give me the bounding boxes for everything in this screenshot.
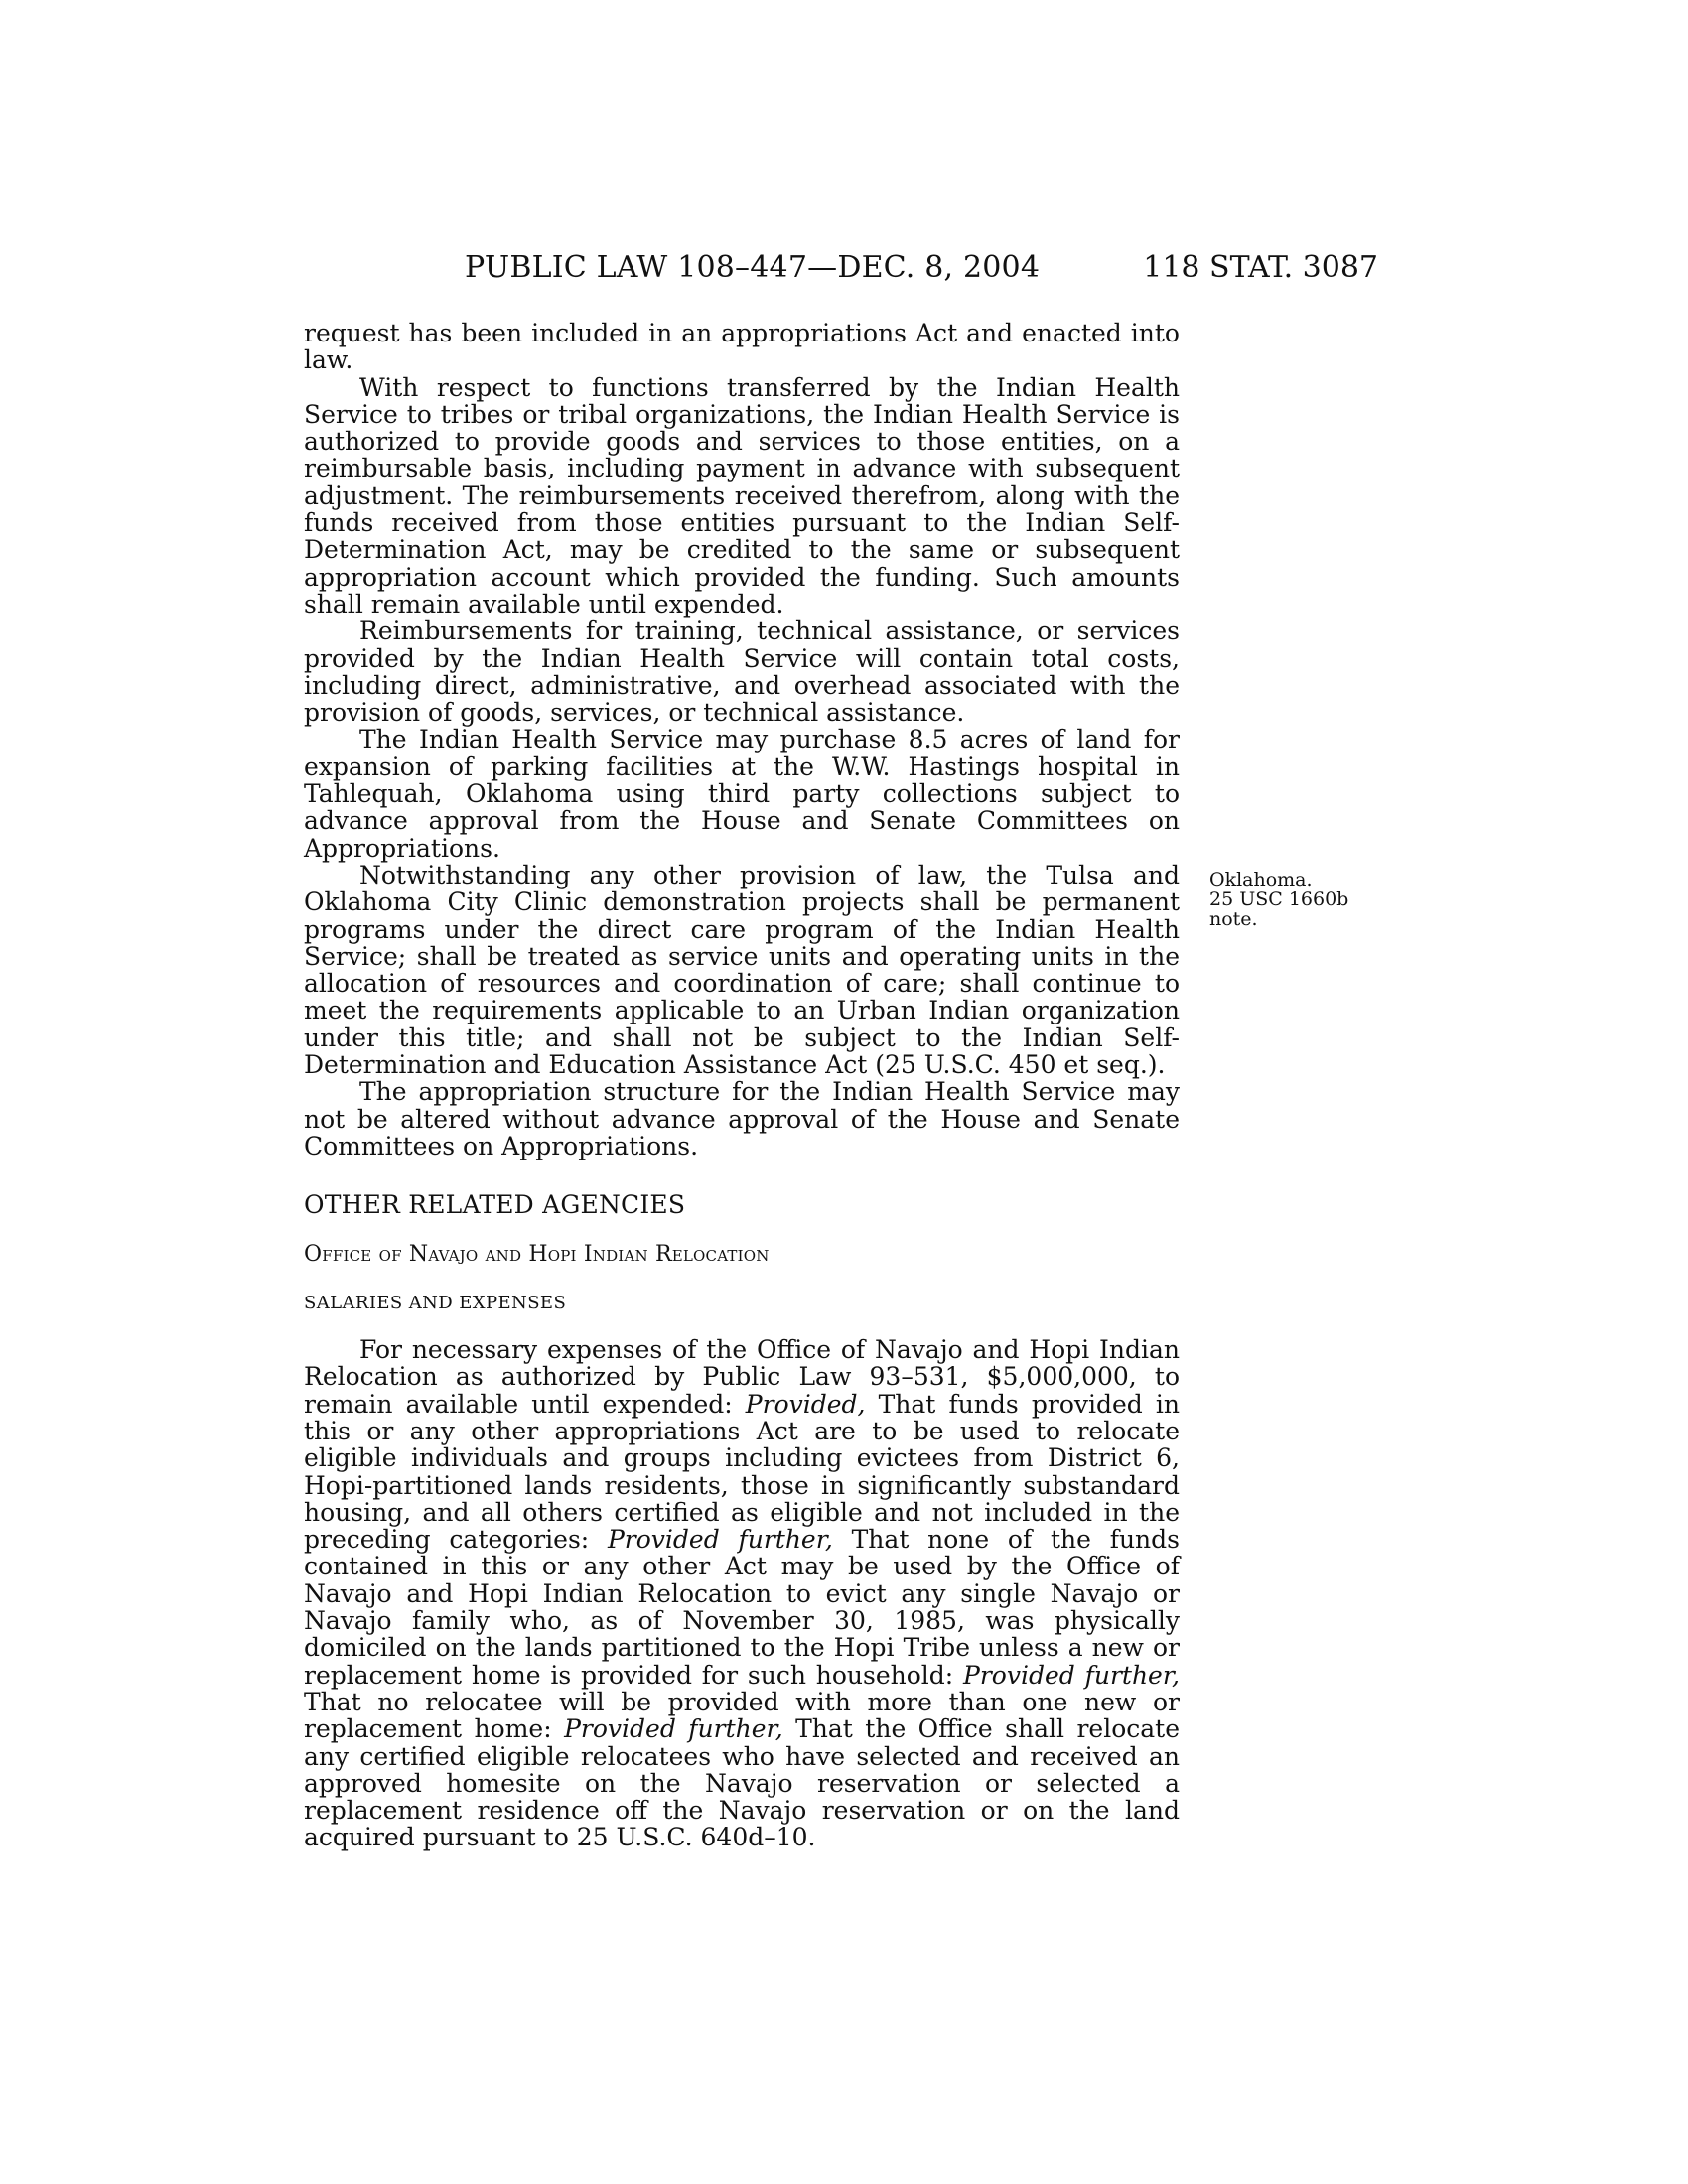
paragraph-oklahoma-clinics: Notwithstanding any other provision of law, the Tulsa and Oklahoma City Clinic demonstration projects shall be permanent programs under the direct care program of the Indian Health Service; shall be treated as service units and operating units in the allocation of resources and coordination of care; shall continue to meet the requirements applicable to an Urban Indian organization under this title; and shall not be subject to the Indian Self-Determination and Education Assistance Act (25 U.S.C. 450 et seq.). — [304, 860, 1180, 1080]
proviso-italic: Provided further, — [564, 1714, 783, 1744]
statute-page-number: 118 STAT. 3087 — [1143, 250, 1378, 285]
margin-note-line: 25 USC 1660b — [1209, 888, 1349, 910]
body-column — [304, 320, 1180, 1851]
heading-office-navajo-hopi: Office of Navajo and Hopi Indian Relocation — [304, 1241, 770, 1267]
relocation-text: For necessary expenses of the Office of Navajo and Hopi Indian Relocation as authorized by Public Law 93–531, $5,000,000, to remain available until expended: — [304, 1335, 1180, 1419]
margin-note-line: note. — [1209, 908, 1258, 930]
relocation-text: That funds provided in this or any other appropriations Act are to be used to relocate eligible individuals and groups including evictees from District 6, Hopi-partitioned lands residents, those in significantly substandard housing, and all others certified as eligible and not included in the preceding categories: — [304, 1389, 1180, 1555]
running-header-title: PUBLIC LAW 108–447—DEC. 8, 2004 — [465, 250, 1041, 285]
paragraph-continued: request has been included in an appropriations Act and enacted into law. — [304, 319, 1180, 375]
proviso-italic: Provided, — [745, 1389, 866, 1419]
margin-note — [1209, 870, 1378, 929]
paragraph-relocation-appropriation — [304, 1336, 1180, 1851]
proviso-italic: Provided further, — [607, 1525, 833, 1555]
relocation-text: That the Office shall relocate any certified eligible relocatees who have selected and received an approved homesite on the Navajo reservation or selected a replacement residence off the Navajo reservation or on the land acquired pursuant to 25 U.S.C. 640d–10. — [304, 1714, 1180, 1852]
proviso-italic: Provided further, — [963, 1660, 1180, 1690]
relocation-text: That no relocatee will be provided with more than one new or replacement home: — [304, 1687, 1180, 1744]
relocation-text: That none of the funds contained in this or any other Act may be used by the Office of Navajo and Hopi Indian Relocation to evict any single Navajo or Navajo family who, as of November 30, 1985, was physically domiciled on the lands partitioned to the Hopi Tribe unless a new or replacement home is provided for such household: — [304, 1525, 1180, 1690]
paragraph-reimbursements: Reimbursements for training, technical assistance, or services provided by the Indian Health Service will contain total costs, including direct, administrative, and overhead associated with the provision of goods, services, or technical assistance. — [304, 616, 1180, 728]
paragraph-appropriation-structure: The appropriation structure for the Indian Health Service may not be altered without advance approval of the House and Senate Committees on Appropriations. — [304, 1077, 1180, 1160]
heading-other-related-agencies: OTHER RELATED AGENCIES — [304, 1190, 686, 1220]
heading-salaries-expenses: SALARIES AND EXPENSES — [304, 1292, 567, 1313]
paragraph-functions-transferred: With respect to functions transferred by the Indian Health Service to tribes or tribal organizations, the Indian Health Service is authorized to provide goods and services to those entities, on a reimbursable basis, including payment in advance with subsequent adjustment. The reimbursements received therefrom, along with the funds received from those entities pursuant to the Indian Self-Determination Act, may be credited to the same or subsequent appropriation account which provided the funding. Such amounts shall remain available until expended. — [304, 372, 1180, 618]
paragraph-land-purchase: The Indian Health Service may purchase 8.5 acres of land for expansion of parking facilities at the W.W. Hastings hospital in Tahlequah, Oklahoma using third party collections subject to advance approval from the House and Senate Committees on Appropriations. — [304, 725, 1180, 863]
margin-note-line: Oklahoma. — [1209, 869, 1313, 890]
